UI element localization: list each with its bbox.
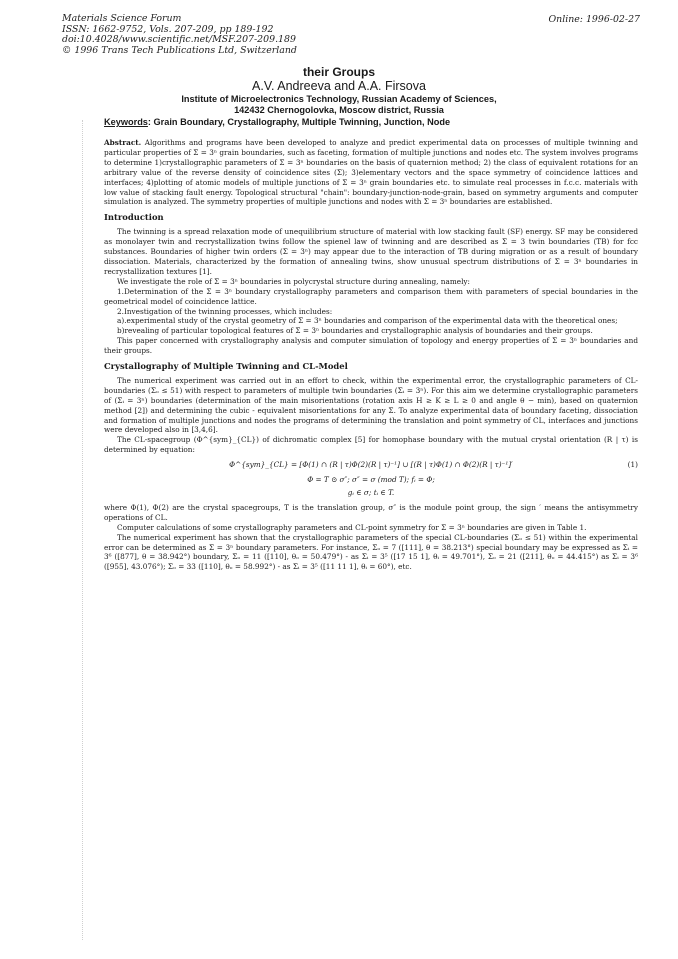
abstract-text: Algorithms and programs have been developed to analyze and predict experimental data on processes of multiple twinning and particular properties of Σ = 3ⁿ grain boundaries, such as faceting, formation of multiple junctions and nodes etc. The system involves programs to determine 1)crystallographic parameters of Σ = 3ⁿ boundaries on the basis of quaternion method; 2) the class of equivalent rotations for an arbitrary value of the reverse density of coincidence sites (Σ); 3)elementary vectors and the space symmetry of coincidence lattices and interfaces; 4)plotting of atomic models of multiple junctions of Σ = 3ⁿ grain boundaries etc. to simulate real processes in f.c.c. materials with low value of stacking fault energy. Topological structural "chain": boundary-junction-node-grain, based on symmetry arguments and computer simulation is analyzed. The symmetry properties of multiple junctions and nodes with Σ = 3ⁿ boundaries are established. [104, 138, 639, 207]
journal-name: Materials Science Forum [62, 13, 182, 24]
intro-paragraph-5: a).experimental study of the crystal geometry of Σ = 3ⁿ boundaries and comparison of the experimental data with the theoretical ones; [117, 316, 618, 326]
section2-paragraph-5: The numerical experiment has shown that the crystallographic parameters of the special CL-boundaries (Σₒ ≤ 51) within the experimental error can be determined as Σ = 3ⁿ boundary parameters. For instance, Σₒ = 7 ([111], θ = 38.213°) special boundary may be expressed as Σᵢ = 3⁶ ([877], θ = 38.942°) boundary, Σₒ = 11 ([110], θₒ = 50.479°) - as Σᵢ = 3⁵ ([17 15 1], θᵢ = 49.701°), Σₒ = 21 ([211], θₒ = 44.415°) as Σᵢ = 3⁶ ([955], 43.076°); Σₒ = 33 ([110], θₒ = 58.992°) - as Σᵢ = 3⁵ ([11 11 1], θᵢ = 60°), etc. [104, 532, 638, 572]
paper-body [104, 138, 638, 572]
paper-authors: A.V. Andreeva and A.A. Firsova [252, 79, 426, 93]
keywords-label: Keywords [104, 117, 148, 127]
intro-paragraph-7: This paper concerned with crystallography analysis and computer simulation of topology and energy properties of Σ = 3ⁿ boundaries and their groups. [104, 336, 638, 356]
section-heading-crystallography: Crystallography of Multiple Twinning and CL-Model [104, 361, 348, 372]
keywords [104, 117, 450, 127]
paper-title: their Groups [302, 65, 375, 79]
section2-paragraph-3: where Φ(1), Φ(2) are the crystal spacegroups, T is the translation group, σ″ is the module point group, the sign ′ means the antisymmetry operations of CL. [104, 502, 638, 522]
intro-paragraph-3: 1.Determination of the Σ = 3ⁿ boundary crystallography parameters and comparison them with parameters of special boundaries in the geometrical model of coincidence lattice. [104, 286, 638, 306]
section2-paragraph-1: The numerical experiment was carried out in an effort to check, within the experimental error, the crystallographic parameters of CL-boundaries (Σₒ ≤ 51) with respect to parameters of multiple twin boundaries (Σᵢ = 3ⁿ). For this aim we determine crystallographic parameters of (Σᵢ = 3ⁿ) boundaries (determination of the main misorientations (rotation axis H ≥ K ≥ L ≥ 0 and angle θ − min), based on quaternion method [2]) and determining the cubic - equivalent misorientations for any Σ. To analyze experimental data of boundary faceting, dissociation and formation of multiple junctions and nodes the programs of determining the translation and point symmetry of CL, interfaces and junctions were developed also in [3,4,6]. [104, 375, 638, 435]
intro-paragraph-6: b)revealing of particular topological features of Σ = 3ⁿ boundaries and crystallographic analysis of boundaries and their groups. [117, 326, 593, 336]
doi-line[interactable]: doi:10.4028/www.scientific.net/MSF.207-209.189 [62, 34, 296, 46]
equation-1-number: (1) [627, 460, 638, 470]
affiliation [0, 94, 678, 116]
section2-paragraph-4: Computer calculations of some crystallography parameters and CL-point symmetry for Σ = 3ⁿ boundaries are given in Table 1. [117, 522, 587, 532]
abstract-heading: Abstract. [104, 138, 142, 147]
intro-paragraph-1: The twinning is a spread relaxation mode of unequilibrium structure of material with low stacking fault (SF) energy. SF may be considered as monolayer twin and recrystallization twins follow the spienel law of twinning and are described as Σ = 3 twin boundaries (TB) for fcc substances. Boundaries of higher twin orders (Σ = 3ⁿ) may appear due to the interaction of TB during migration or as a result of boundary dissociation. Materials, characterized by the formation of annealing twins, show unusual spectrum distributions of Σ = 3ⁿ boundaries in recrystallization textures [1]. [104, 227, 638, 276]
equation-2: Φ = T ⊙ σ″; σ″ = σ (mod T); fᵢ = Φ; [307, 475, 435, 485]
intro-paragraph-4: 2.Investigation of the twinning processes, which includes: [117, 306, 333, 316]
equation-1 [104, 460, 638, 470]
online-date: Online: 1996-02-27 [548, 14, 640, 25]
equation-1-text: Φ^{sym}_{CL} = [Φ(1) ∩ (R | τ)Φ(2)(R | τ)⁻¹] ∪ [(R | τ)Φ(1) ∩ Φ(2)(R | τ)⁻¹]′ [229, 460, 513, 470]
intro-paragraph-2: We investigate the role of Σ = 3ⁿ boundaries in polycrystal structure during annealing, namely: [117, 276, 471, 286]
affiliation-line-2: 142432 Chernogolovka, Moscow district, Russia [234, 105, 444, 115]
scan-artifact-line [82, 120, 83, 940]
copyright-line: © 1996 Trans Tech Publications Ltd, Switzerland [62, 44, 297, 56]
equation-3: gᵢ ∈ σ; tᵢ ∈ T. [347, 488, 395, 497]
section-heading-introduction: Introduction [104, 212, 164, 223]
abstract [104, 138, 638, 207]
affiliation-line-1: Institute of Microelectronics Technology, Russian Academy of Sciences, [181, 94, 497, 104]
publication-header [62, 14, 297, 56]
issn-line: ISSN: 1662-9752, Vols. 207-209, pp 189-192 [62, 23, 274, 35]
keywords-text: : Grain Boundary, Crystallography, Multiple Twinning, Junction, Node [147, 117, 451, 127]
section2-paragraph-2: The CL-spacegroup (Φ^{sym}_{CL}) of dichromatic complex [5] for homophase boundary with the mutual crystal orientation (R | τ) is determined by equation: [104, 435, 638, 455]
